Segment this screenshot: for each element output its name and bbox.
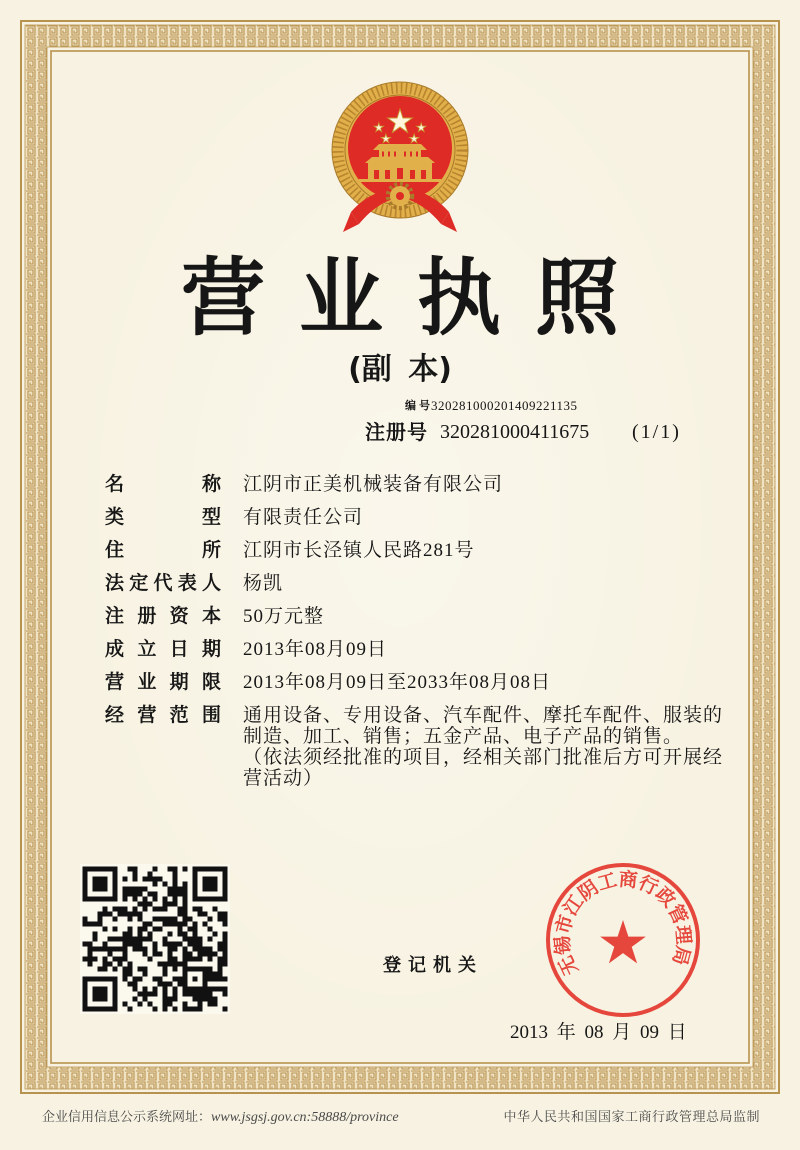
issue-date: 2013 年 08 月 09 日 (510, 1022, 687, 1043)
copy-index: (1/1) (632, 421, 681, 443)
registration-number: 320281000411675 (440, 421, 590, 443)
field-row-type (105, 501, 745, 534)
document-title: 营业执照 (180, 249, 653, 347)
label-char: 类 (105, 506, 125, 528)
field-label-capital (105, 600, 221, 633)
company-name: 江阴市正美机械装备有限公司 (243, 474, 504, 495)
field-label-address (105, 534, 221, 567)
field-row-address (105, 534, 745, 567)
label-char: 日 (169, 638, 189, 660)
seal-star-icon (600, 920, 646, 963)
business-scope-line: 制造、加工、销售；五金产品、电子产品的销售。 (243, 726, 684, 747)
field-label-name (105, 468, 221, 501)
label-char: 名 (105, 473, 125, 495)
label-char: 限 (201, 671, 221, 693)
label-char: 表 (177, 572, 197, 594)
label-char: 人 (201, 572, 221, 594)
label-char: 经 (105, 704, 125, 726)
footer-website (42, 1108, 399, 1128)
label-char: 立 (137, 638, 157, 660)
registration-label: 注册号 (365, 420, 428, 444)
registration-authority-label: 登记机关 (383, 955, 483, 976)
label-char: 注 (105, 605, 125, 627)
label-char: 期 (169, 671, 189, 693)
field-label-type (105, 501, 221, 534)
company-address: 江阴市长泾镇人民路281号 (243, 540, 475, 561)
label-char: 本 (201, 605, 221, 627)
footer-supervisor: 中华人民共和国国家工商行政管理总局监制 (503, 1110, 760, 1125)
label-char: 范 (169, 704, 189, 726)
serial-number: 320281000201409221135 (431, 398, 578, 413)
label-char: 营 (137, 704, 157, 726)
serial-label: 编号 (405, 399, 433, 412)
field-label-term (105, 666, 221, 699)
company-type: 有限责任公司 (243, 507, 364, 528)
document-subtitle: (副 本) (348, 352, 452, 387)
field-row-name (105, 468, 745, 501)
field-label-scope (105, 699, 221, 732)
seal-text: 无锡市江阴工商行政管理局 (551, 868, 695, 979)
label-char: 成 (105, 638, 125, 660)
footer-website-label: 企业信用信息公示系统网址： (42, 1110, 212, 1125)
label-char: 业 (137, 671, 157, 693)
business-scope-line: 营活动） (243, 768, 324, 789)
label-char: 册 (137, 605, 157, 627)
registered-capital: 50万元整 (243, 606, 325, 627)
field-label-legal-rep (105, 567, 221, 600)
qr-code (80, 864, 230, 1014)
field-row-legal-rep (105, 567, 745, 600)
label-char: 法 (105, 572, 125, 594)
label-char: 型 (201, 506, 221, 528)
field-row-established (105, 633, 745, 666)
label-char: 资 (169, 605, 189, 627)
field-label-established (105, 633, 221, 666)
legal-representative: 杨凯 (243, 573, 284, 594)
field-row-scope (105, 699, 745, 789)
label-char: 称 (201, 473, 221, 495)
national-emblem (315, 72, 485, 242)
footer-website-url: www.jsgsj.gov.cn:58888/province (211, 1110, 399, 1125)
label-char: 定 (129, 572, 149, 594)
official-seal (541, 858, 705, 1022)
label-char: 代 (153, 572, 173, 594)
business-scope-line: 通用设备、专用设备、汽车配件、摩托车配件、服装的 (243, 705, 724, 726)
label-char: 围 (201, 704, 221, 726)
license-fields (105, 468, 745, 789)
business-scope (243, 699, 723, 789)
label-char: 住 (105, 539, 125, 561)
field-row-capital (105, 600, 745, 633)
business-scope-line: （依法须经批准的项目，经相关部门批准后方可开展经 (243, 747, 724, 768)
established-date: 2013年08月09日 (243, 639, 388, 660)
field-row-term (105, 666, 745, 699)
label-char: 所 (201, 539, 221, 561)
label-char: 期 (201, 638, 221, 660)
label-char: 营 (105, 671, 125, 693)
business-term: 2013年08月09日至2033年08月08日 (243, 672, 552, 693)
